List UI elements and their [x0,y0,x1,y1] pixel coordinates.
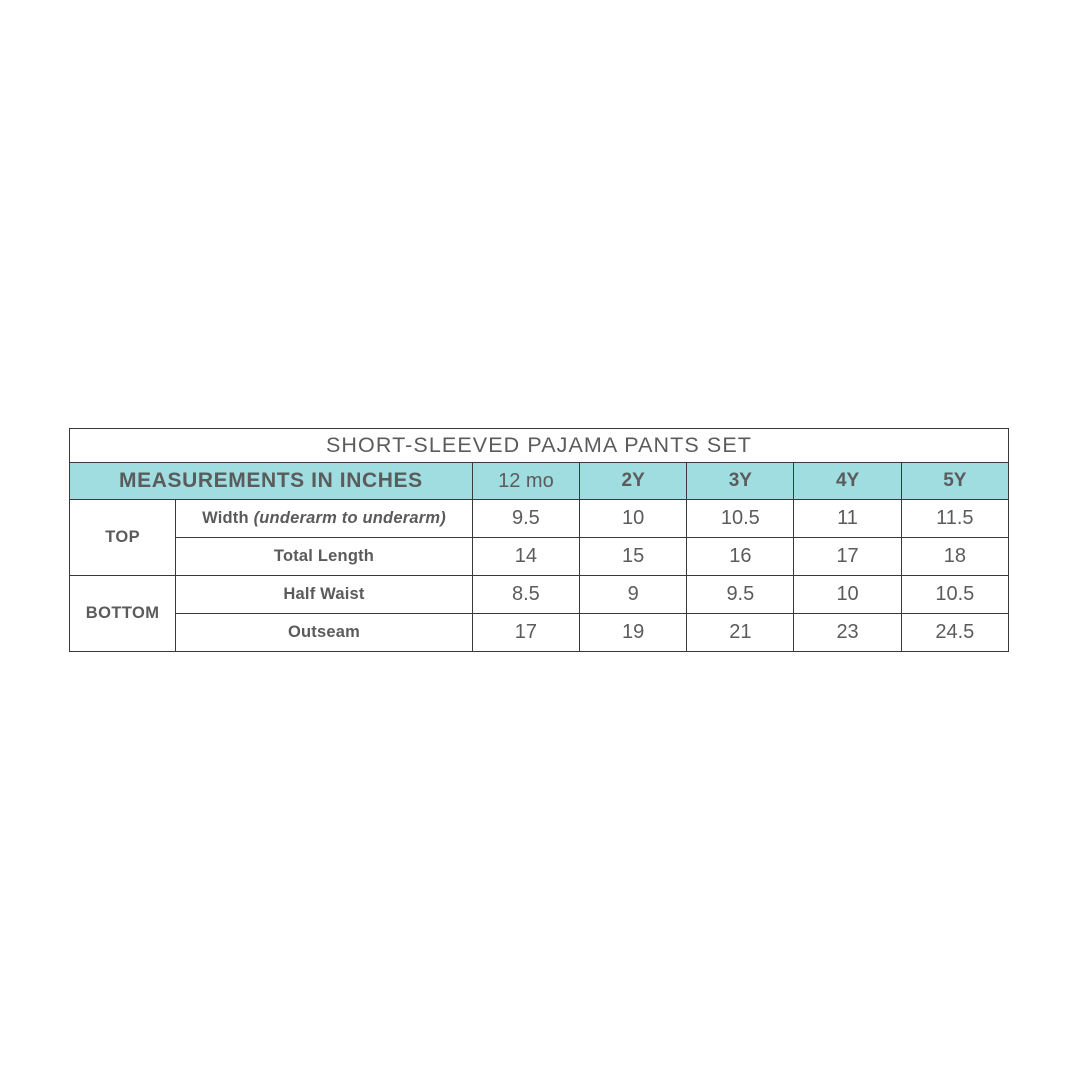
measurements-header: MEASUREMENTS IN INCHES [70,463,473,500]
row-label-half-waist-main: Half Waist [283,585,365,603]
cell-top-width-12mo: 9.5 [472,500,579,538]
cell-bottom-outseam-2y: 19 [580,614,687,652]
row-label-width-main: Width [202,509,249,527]
row-label-width-sub: (underarm to underarm) [253,509,446,527]
cell-top-width-4y: 11 [794,500,901,538]
column-header-12mo: 12 mo [472,463,579,500]
row-label-total-length-main: Total Length [273,547,375,565]
row-label-outseam-main: Outseam [287,623,360,641]
table-header-row [70,463,1009,500]
row-label-half-waist [176,576,473,614]
cell-top-width-2y: 10 [580,500,687,538]
cell-bottom-waist-2y: 9 [580,576,687,614]
row-label-outseam [176,614,473,652]
size-chart-table [69,428,1009,652]
cell-bottom-waist-3y: 9.5 [687,576,794,614]
table-title-row [70,429,1009,463]
cell-bottom-outseam-5y: 24.5 [901,614,1008,652]
cell-top-length-12mo: 14 [472,538,579,576]
column-header-4y: 4Y [794,463,901,500]
cell-top-width-3y: 10.5 [687,500,794,538]
cell-bottom-outseam-4y: 23 [794,614,901,652]
table-row [70,538,1009,576]
cell-bottom-outseam-12mo: 17 [472,614,579,652]
group-label-bottom: BOTTOM [70,576,176,652]
cell-bottom-waist-12mo: 8.5 [472,576,579,614]
cell-top-length-2y: 15 [580,538,687,576]
chart-title: SHORT-SLEEVED PAJAMA PANTS SET [70,429,1009,463]
table-row [70,576,1009,614]
group-label-top: TOP [70,500,176,576]
table-row [70,500,1009,538]
cell-bottom-waist-4y: 10 [794,576,901,614]
column-header-5y: 5Y [901,463,1008,500]
cell-top-length-4y: 17 [794,538,901,576]
column-header-2y: 2Y [580,463,687,500]
cell-bottom-outseam-3y: 21 [687,614,794,652]
cell-bottom-waist-5y: 10.5 [901,576,1008,614]
cell-top-length-5y: 18 [901,538,1008,576]
table-row [70,614,1009,652]
row-label-total-length [176,538,473,576]
cell-top-width-5y: 11.5 [901,500,1008,538]
row-label-width [176,500,473,538]
cell-top-length-3y: 16 [687,538,794,576]
column-header-3y: 3Y [687,463,794,500]
